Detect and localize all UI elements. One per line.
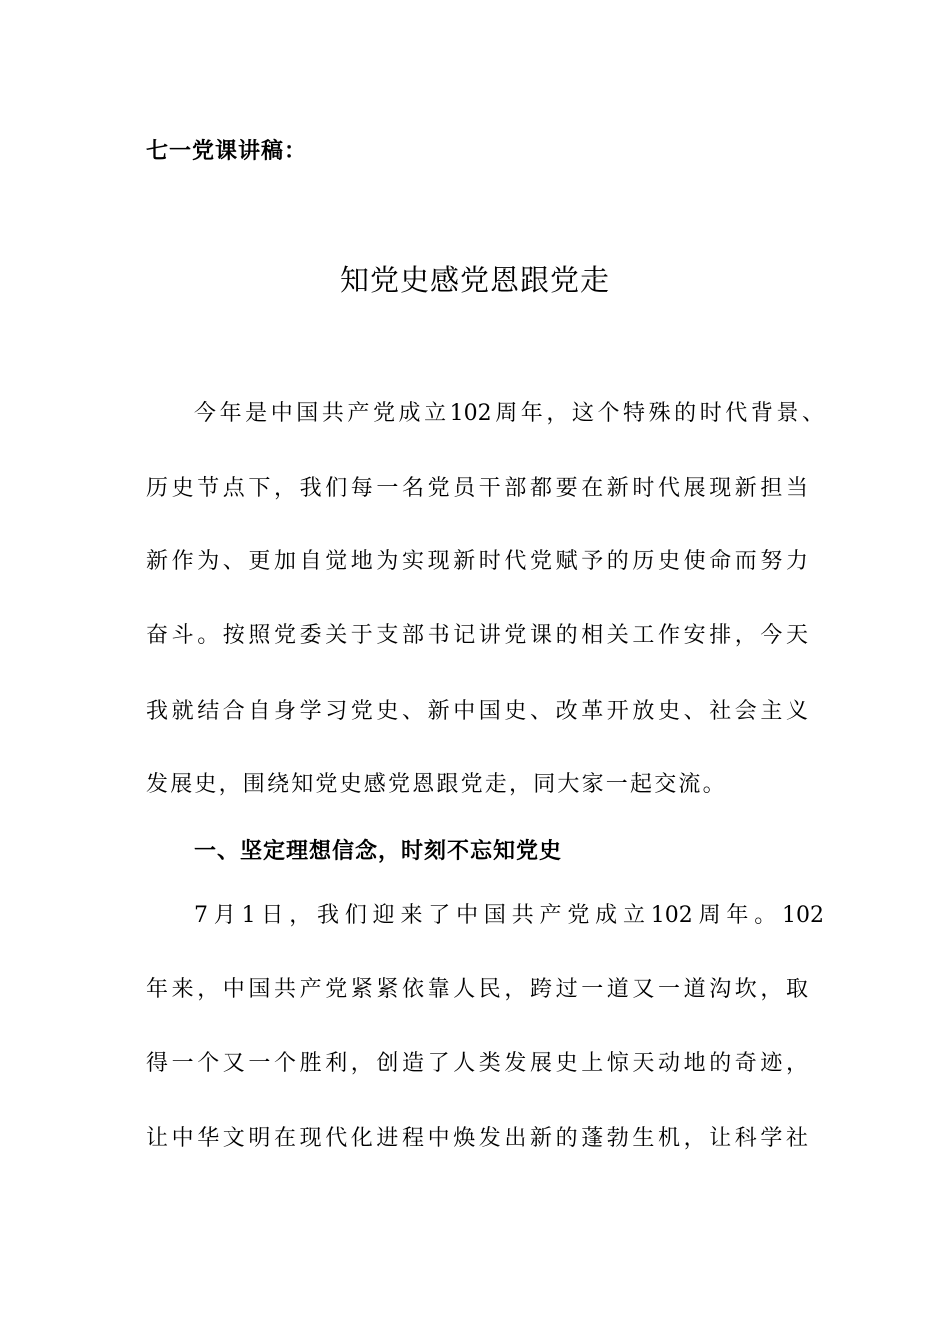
document-title: 知党史感党恩跟党走 bbox=[339, 263, 610, 297]
paragraph-line: 7月1日，我们迎来了中国共产党成立102周年。102 bbox=[194, 903, 824, 928]
paragraph-line: 新作为、更加自觉地为实现新时代党赋予的历史使命而努力 bbox=[146, 549, 808, 574]
paragraph-line: 奋斗。按照党委关于支部书记讲党课的相关工作安排，今天 bbox=[146, 623, 808, 648]
paragraph-line: 今年是中国共产党成立102周年，这个特殊的时代背景、 bbox=[194, 401, 824, 426]
paragraph-line: 发展史，围绕知党史感党恩跟党走，同大家一起交流。 bbox=[146, 772, 727, 797]
paragraph-line: 年来，中国共产党紧紧依靠人民，跨过一道又一道沟坎，取 bbox=[146, 977, 808, 1002]
paragraph-line: 历史节点下，我们每一名党员干部都要在新时代展现新担当 bbox=[146, 476, 808, 501]
paragraph-line: 我就结合自身学习党史、新中国史、改革开放史、社会主义 bbox=[146, 699, 808, 724]
section-heading: 一、坚定理想信念，时刻不忘知党史 bbox=[194, 839, 563, 864]
document-label: 七一党课讲稿： bbox=[146, 139, 308, 164]
paragraph-line: 让中华文明在现代化进程中焕发出新的蓬勃生机，让科学社 bbox=[146, 1126, 808, 1151]
paragraph-line: 得一个又一个胜利，创造了人类发展史上惊天动地的奇迹， bbox=[146, 1051, 808, 1076]
